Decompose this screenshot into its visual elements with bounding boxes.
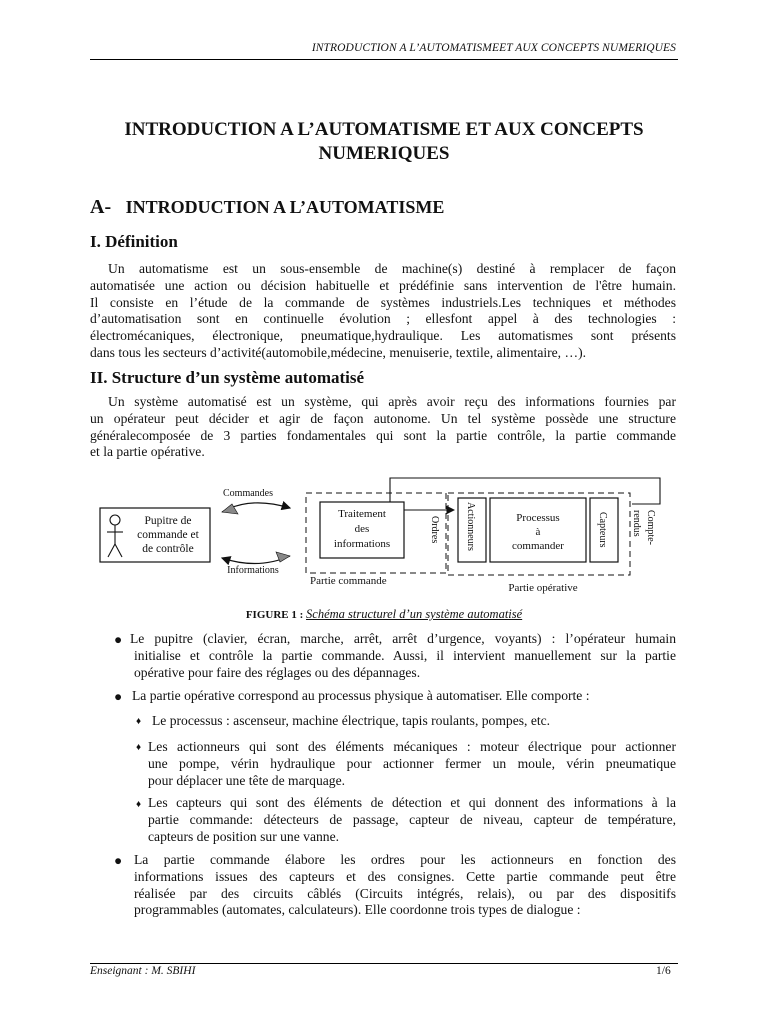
figure-caption	[0, 607, 768, 622]
definition-line: automatisée une action ou décision habituelle et prédéfinie sans intervention de l'être humain.	[90, 277, 676, 293]
bullet-dot-icon: ●	[114, 689, 123, 704]
sub-bullet-actionneurs-line: une pompe, vérin hydraulique pour actionner fermer un moule, vérin pneumatique	[148, 755, 676, 771]
comptes-rendus-label-1: Compte-	[645, 510, 656, 545]
processus-label-3: commander	[512, 540, 564, 552]
commandes-label: Commandes	[223, 488, 273, 499]
ordres-label: Ordres	[429, 516, 440, 544]
structure-line: un opérateur peut décider et agir de façon autonome. Un tel système possède une structure	[90, 410, 676, 426]
figure-caption-label: FIGURE 1 :	[245, 609, 304, 621]
structure-line: Un système automatisé est un système, qui après avoir reçu des informations fournies par	[108, 394, 676, 409]
partie-commande-label: Partie commande	[310, 575, 387, 587]
bullet-commande-line: réalisée par des circuits câblés (Circuits intégrés, relais), ou par des dispositifs	[134, 885, 676, 901]
informations-label: Informations	[227, 565, 279, 576]
pupitre-label-3: de contrôle	[142, 543, 194, 555]
capteurs-label: Capteurs	[597, 512, 608, 548]
comptes-rendus-label-2: rendus	[631, 510, 642, 537]
bullet-commande-line: informations issues des capteurs et des consignes. Cette partie commande peut être	[134, 868, 676, 884]
traitement-label-1: Traitement	[338, 508, 386, 520]
processus-label-2: à	[535, 526, 541, 538]
definition-line: Un automatisme est un sous-ensemble de machine(s) destiné à remplacer de façon	[108, 261, 676, 276]
definition-heading: I. Définition	[90, 232, 178, 251]
definition-line: Il consiste en l’étude de la commande de systèmes industriels.Les techniques et méthodes	[90, 294, 676, 310]
bullet-dot-icon: ●	[114, 853, 123, 868]
bullet-dot-icon: ●	[114, 632, 123, 647]
structure-line: et la partie opérative.	[90, 444, 205, 460]
sub-bullet-capteurs-line: capteurs de position sur une vanne.	[148, 828, 340, 844]
structure-line: généralecomposée de 3 parties fondamentales qui sont la partie contrôle, la partie commande	[90, 427, 676, 443]
definition-line: dans tous les secteurs d’activité(automobile,médecine, menuiserie, textile, alimentaire, …).	[90, 344, 586, 360]
traitement-label-2: des	[354, 523, 370, 535]
structure-heading: II. Structure d’un système automatisé	[90, 368, 365, 387]
section-a-label: A-	[90, 196, 112, 218]
sub-bullet-actionneurs	[148, 739, 676, 789]
processus-label-1: Processus	[516, 512, 560, 524]
section-a-heading	[90, 196, 444, 219]
bullet-pupitre-line: initialise et contrôle la partie commande. Aussi, il intervient manuellement sur la partie	[134, 647, 676, 663]
pupitre-label-1: Pupitre de	[144, 515, 192, 527]
definition-line: électromécaniques, électronique, pneumatique,hydraulique. Les automatismes sont présents	[90, 328, 676, 344]
bullet-pupitre-line: opérative pour faire des réglages ou des dépannages.	[134, 664, 421, 680]
page-number: 1/6	[656, 965, 671, 977]
section-a-text: INTRODUCTION A L’AUTOMATISME	[125, 197, 445, 217]
footer-teacher: Enseignant : M. SBIHI	[90, 965, 196, 977]
bullet-pupitre	[130, 631, 676, 681]
operator-figure-icon	[107, 515, 123, 557]
definition-paragraph	[90, 261, 676, 362]
sub-bullet-capteurs	[148, 795, 676, 845]
diamond-bullet-icon: ♦	[136, 716, 142, 727]
traitement-label-3: informations	[333, 538, 391, 550]
sub-bullet-actionneurs-line: pour déplacer une tête de marquage.	[148, 772, 346, 788]
title-line-1: INTRODUCTION A L’AUTOMATISME ET AUX CONCEPTS	[124, 119, 644, 140]
structure-paragraph	[90, 394, 676, 461]
sub-bullet-actionneurs-line: Les actionneurs qui sont des éléments mécaniques : moteur électrique pour actionner	[148, 739, 676, 754]
bullet-commande-line: programmables (automates, calculateurs). Elle coordonne trois types de dialogue :	[134, 902, 581, 918]
footer-rule	[90, 963, 678, 964]
sub-bullet-processus: Le processus : ascenseur, machine électrique, tapis roulants, pompes, etc.	[152, 713, 551, 728]
bullet-pupitre-line: Le pupitre (clavier, écran, marche, arrêt, arrêt d’urgence, voyants) : l’opérateur humain	[130, 631, 676, 646]
pupitre-label-2: commande et	[137, 529, 199, 541]
bullet-commande	[134, 852, 676, 919]
title-line-2: NUMERIQUES	[318, 143, 450, 164]
sub-bullet-capteurs-line: Les capteurs qui sont des éléments de détection et qui donnent des informations à la	[148, 795, 676, 810]
diamond-bullet-icon: ♦	[136, 742, 142, 753]
sub-bullet-capteurs-line: partie commande: détecteurs de passage, capteur de niveau, capteur de température,	[148, 811, 676, 827]
system-structure-diagram	[0, 460, 768, 605]
bullet-commande-line: La partie commande élabore les ordres pour les actionneurs en fonction des	[134, 852, 676, 867]
running-header: INTRODUCTION A L’AUTOMATISMEET AUX CONCEPTS NUMERIQUES	[311, 42, 676, 54]
document-title	[80, 118, 688, 166]
figure-caption-text: Schéma structurel d’un système automatisé	[306, 607, 523, 621]
header-rule	[90, 59, 678, 60]
definition-line: d’automatisation sont en continuelle évolution ; ellesfont appel à des technologies :	[90, 311, 676, 327]
diamond-bullet-icon: ♦	[136, 799, 142, 810]
bullet-operative: La partie opérative correspond au processus physique à automatiser. Elle comporte :	[132, 688, 590, 703]
partie-operative-label: Partie opérative	[508, 582, 578, 594]
actionneurs-label: Actionneurs	[465, 502, 476, 551]
